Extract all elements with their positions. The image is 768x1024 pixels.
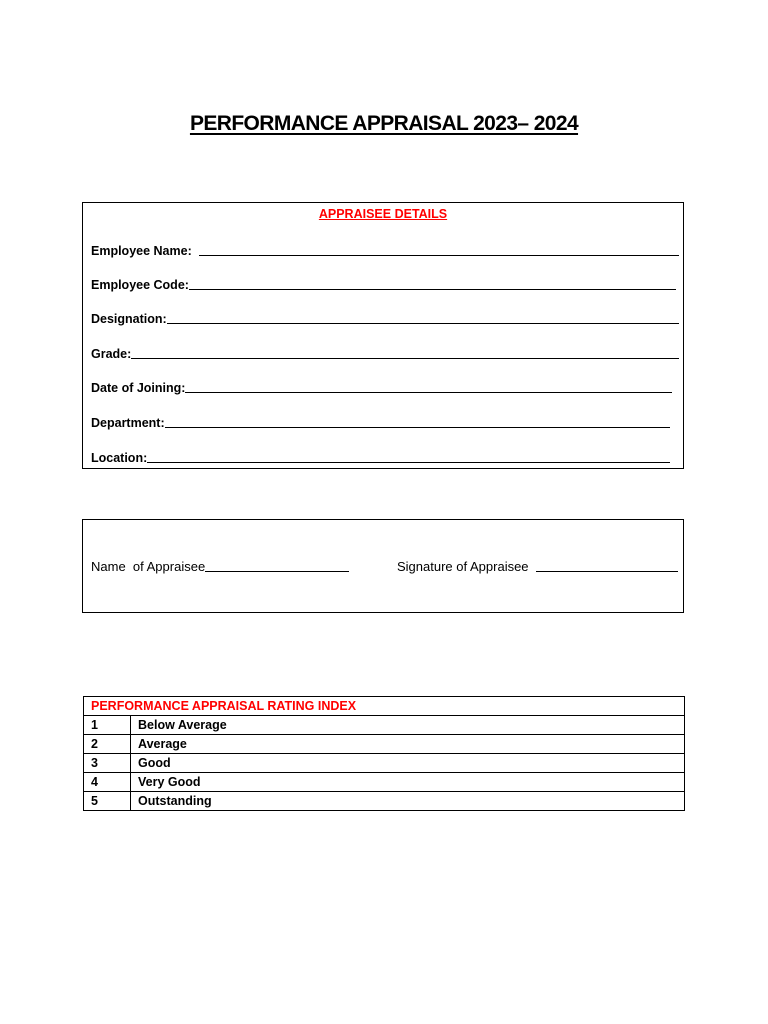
grade-field[interactable] [91,343,679,361]
rating-index-table [83,696,685,811]
date-of-joining-label: Date of Joining: [91,381,186,395]
appraisee-details-box [82,202,684,469]
appraisee-name-line[interactable] [205,571,349,572]
rating-number: 2 [84,735,131,754]
rating-label: Average [131,735,685,754]
rating-number: 3 [84,754,131,773]
date-of-joining-line[interactable] [185,392,672,393]
table-row [84,716,685,735]
employee-name-field[interactable] [91,240,679,258]
grade-label: Grade: [91,347,132,361]
rating-index-heading: PERFORMANCE APPRAISAL RATING INDEX [84,697,685,716]
page-title [0,112,768,136]
date-of-joining-field[interactable] [91,377,672,395]
employee-code-field[interactable] [91,274,676,292]
location-field[interactable] [91,447,670,465]
rating-label: Good [131,754,685,773]
rating-number: 5 [84,792,131,811]
appraisee-name-field[interactable] [91,556,349,574]
rating-label: Below Average [131,716,685,735]
grade-line[interactable] [131,358,679,359]
department-field[interactable] [91,412,670,430]
department-label: Department: [91,416,165,430]
designation-line[interactable] [167,323,679,324]
employee-code-line[interactable] [189,289,676,290]
table-row [84,773,685,792]
table-row [84,735,685,754]
appraisee-name-label: Name of Appraisee [91,559,206,574]
appraisee-signature-label: Signature of Appraisee [397,559,536,574]
table-row [84,792,685,811]
department-line[interactable] [165,427,670,428]
designation-field[interactable] [91,308,679,326]
designation-label: Designation: [91,312,167,326]
appraisee-details-heading: APPRAISEE DETAILS [318,207,448,221]
location-line[interactable] [147,462,670,463]
location-label: Location: [91,451,148,465]
employee-code-label: Employee Code: [91,278,189,292]
rating-label: Very Good [131,773,685,792]
appraisee-signature-field[interactable] [397,556,678,574]
rating-number: 1 [84,716,131,735]
rating-index-header-row [84,697,685,716]
appraisee-signature-line[interactable] [536,571,678,572]
employee-name-label: Employee Name: [91,244,199,258]
rating-label: Outstanding [131,792,685,811]
employee-name-line[interactable] [199,255,679,256]
page-title-text: PERFORMANCE APPRAISAL 2023– 2024 [189,112,579,135]
rating-number: 4 [84,773,131,792]
table-row [84,754,685,773]
signature-box [82,519,684,613]
